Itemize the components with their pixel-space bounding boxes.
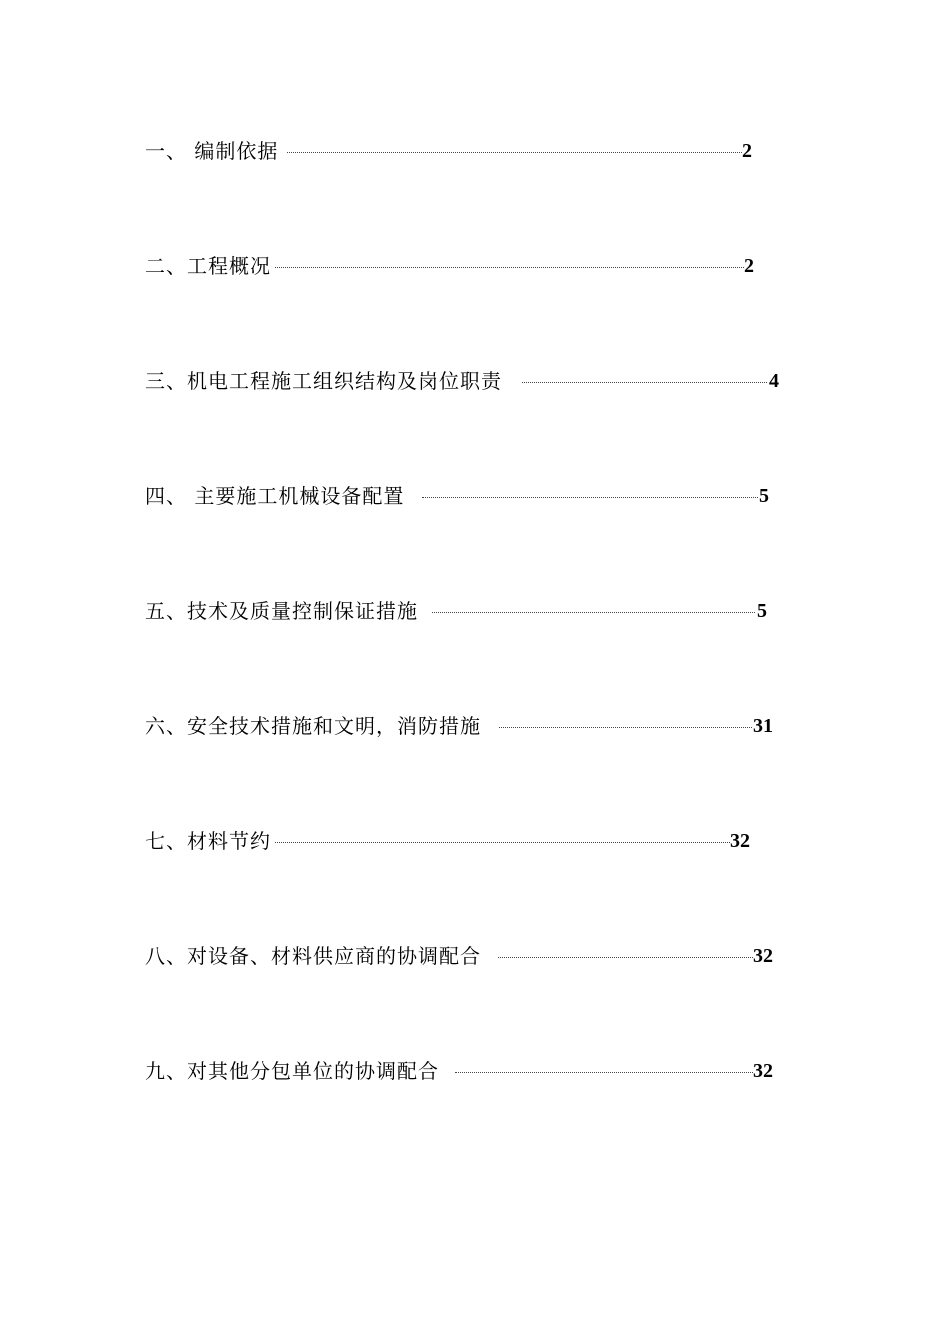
- toc-entry-title: 七、材料节约: [145, 829, 271, 853]
- toc-entry-title: 五、技术及质量控制保证措施: [145, 599, 418, 623]
- toc-dot-leader: [422, 497, 758, 498]
- toc-entry-title: 九、对其他分包单位的协调配合: [145, 1059, 439, 1083]
- toc-dot-leader: [432, 612, 755, 613]
- toc-entry-title: 三、机电工程施工组织结构及岗位职责: [145, 369, 502, 393]
- toc-entry-title: 二、工程概况: [145, 254, 271, 278]
- toc-page-number: 31: [753, 715, 773, 737]
- toc-page-number: 32: [753, 1060, 773, 1082]
- toc-page-number: 32: [730, 830, 750, 852]
- toc-dot-leader: [455, 1072, 753, 1073]
- toc-dot-leader: [275, 842, 730, 843]
- toc-entry-title: 八、对设备、材料供应商的协调配合: [145, 944, 481, 968]
- toc-entry-title: 四、 主要施工机械设备配置: [145, 484, 405, 508]
- toc-page-number: 5: [759, 485, 769, 507]
- toc-dot-leader: [498, 957, 753, 958]
- toc-page-number: 5: [757, 600, 767, 622]
- toc-entry-title: 一、 编制依据: [145, 139, 279, 163]
- toc-dot-leader: [275, 267, 744, 268]
- toc-page-number: 4: [769, 370, 779, 392]
- toc-page-number: 2: [744, 255, 754, 277]
- toc-dot-leader: [499, 727, 752, 728]
- toc-page-number: 2: [742, 140, 752, 162]
- toc-page-number: 32: [753, 945, 773, 967]
- toc-dot-leader: [522, 382, 767, 383]
- toc-dot-leader: [287, 152, 742, 153]
- toc-entry-title: 六、安全技术措施和文明，消防措施: [145, 714, 481, 738]
